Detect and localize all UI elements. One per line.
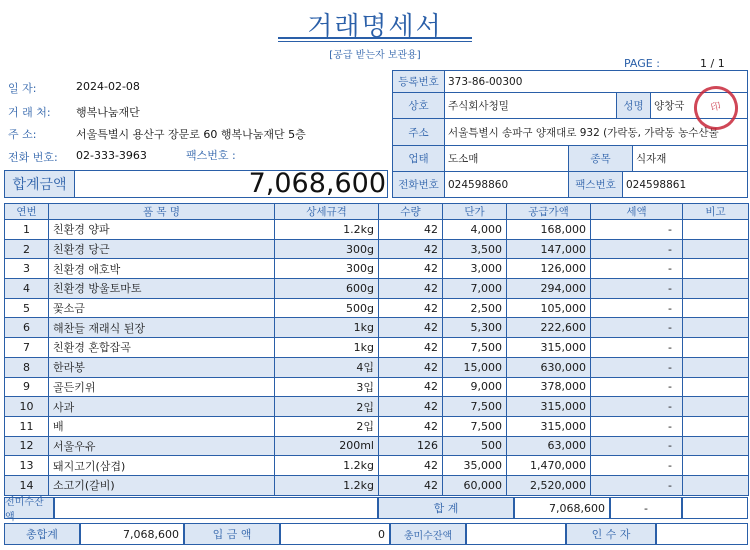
col-item-name-cell: 배 — [49, 416, 275, 436]
col-seq-cell: 12 — [5, 436, 49, 456]
table-row — [5, 397, 749, 417]
col-spec-cell: 2입 — [275, 397, 379, 417]
col-qty-cell: 42 — [379, 220, 443, 240]
col-supply-amount-cell: 315,000 — [507, 397, 591, 417]
col-qty-cell: 42 — [379, 259, 443, 279]
col-supply-amount-cell: 630,000 — [507, 357, 591, 377]
col-supply-amount-cell: 315,000 — [507, 416, 591, 436]
col-note-cell — [683, 397, 749, 417]
col-note-cell — [683, 357, 749, 377]
col-item-name-cell: 해찬들 재래식 된장 — [49, 318, 275, 338]
table-row — [5, 259, 749, 279]
total-balance-label: 총미수잔액 — [390, 523, 466, 545]
col-note-cell — [683, 239, 749, 259]
col-note-cell — [683, 456, 749, 476]
col-qty-header: 수량 — [379, 204, 443, 220]
table-row — [5, 338, 749, 358]
col-seq-cell: 13 — [5, 456, 49, 476]
col-seq-cell: 8 — [5, 357, 49, 377]
col-item-name-cell: 꽃소금 — [49, 298, 275, 318]
col-qty-cell: 126 — [379, 436, 443, 456]
col-item-name-cell: 친환경 혼합잡곡 — [49, 338, 275, 358]
col-unit-price-cell: 4,000 — [443, 220, 507, 240]
total-amount-value: 7,068,600 — [248, 168, 386, 199]
col-unit-price-cell: 3,000 — [443, 259, 507, 279]
col-qty-cell: 42 — [379, 397, 443, 417]
col-supply-amount-cell: 315,000 — [507, 338, 591, 358]
supplier-rep: 양창국 — [651, 93, 748, 119]
col-qty-cell: 42 — [379, 357, 443, 377]
supplier-type-label: 종목 — [569, 146, 633, 172]
sum-value: 7,068,600 — [514, 497, 610, 519]
date-value: 2024-02-08 — [76, 80, 140, 93]
supplier-reg-label: 등록번호 — [393, 71, 445, 93]
col-spec-cell: 2입 — [275, 416, 379, 436]
total-balance-value — [466, 523, 566, 545]
col-supply-amount-header: 공급가액 — [507, 204, 591, 220]
receiver-label: 인 수 자 — [566, 523, 656, 545]
col-unit-price-cell: 3,500 — [443, 239, 507, 259]
col-unit-price-cell: 7,500 — [443, 338, 507, 358]
col-unit-price-cell: 7,000 — [443, 279, 507, 299]
col-tax-cell: - — [591, 279, 683, 299]
col-qty-cell: 42 — [379, 456, 443, 476]
col-unit-price-cell: 7,500 — [443, 416, 507, 436]
col-note-cell — [683, 475, 749, 495]
col-item-name-cell: 친환경 애호박 — [49, 259, 275, 279]
col-tax-cell: - — [591, 220, 683, 240]
supplier-type: 식자재 — [633, 146, 748, 172]
col-qty-cell: 42 — [379, 298, 443, 318]
col-supply-amount-cell: 222,600 — [507, 318, 591, 338]
col-item-name-cell: 한라봉 — [49, 357, 275, 377]
col-unit-price-cell: 500 — [443, 436, 507, 456]
table-row — [5, 416, 749, 436]
supplier-phone: 024598860 — [445, 172, 569, 197]
col-supply-amount-cell: 63,000 — [507, 436, 591, 456]
prev-balance-value — [54, 497, 378, 519]
col-spec-cell: 1.2kg — [275, 456, 379, 476]
col-seq-cell: 1 — [5, 220, 49, 240]
table-row — [5, 220, 749, 240]
supplier-biz-label: 업태 — [393, 146, 445, 172]
supplier-name: 주식회사청밀 — [445, 93, 617, 119]
col-unit-price-header: 단가 — [443, 204, 507, 220]
col-note-cell — [683, 338, 749, 358]
phone-value: 02-333-3963 — [76, 149, 147, 162]
address-label: 주 소: — [8, 128, 37, 141]
col-spec-header: 상세규격 — [275, 204, 379, 220]
table-row — [5, 298, 749, 318]
col-qty-cell: 42 — [379, 239, 443, 259]
supplier-rep-label: 성명 — [617, 93, 651, 119]
table-row — [5, 436, 749, 456]
col-qty-cell: 42 — [379, 377, 443, 397]
col-spec-cell: 300g — [275, 259, 379, 279]
supplier-address: 서울특별시 송파구 양재대로 932 (가락동, 가락동 농수산물 — [445, 119, 748, 146]
col-unit-price-cell: 60,000 — [443, 475, 507, 495]
col-note-cell — [683, 279, 749, 299]
col-supply-amount-cell: 105,000 — [507, 298, 591, 318]
col-supply-amount-cell: 294,000 — [507, 279, 591, 299]
col-seq-cell: 3 — [5, 259, 49, 279]
table-row — [5, 239, 749, 259]
col-seq-cell: 5 — [5, 298, 49, 318]
title-underline — [278, 37, 472, 39]
supplier-biz: 도소매 — [445, 146, 569, 172]
col-qty-cell: 42 — [379, 279, 443, 299]
col-spec-cell: 200ml — [275, 436, 379, 456]
col-seq-cell: 9 — [5, 377, 49, 397]
col-spec-cell: 3입 — [275, 377, 379, 397]
col-tax-cell: - — [591, 436, 683, 456]
supplier-address-label: 주소 — [393, 119, 445, 146]
col-unit-price-cell: 7,500 — [443, 397, 507, 417]
col-tax-cell: - — [591, 475, 683, 495]
col-tax-cell: - — [591, 318, 683, 338]
col-item-name-cell: 서울우유 — [49, 436, 275, 456]
col-seq-header: 연번 — [5, 204, 49, 220]
table-row — [5, 377, 749, 397]
col-spec-cell: 1kg — [275, 338, 379, 358]
table-row — [5, 357, 749, 377]
col-supply-amount-cell: 126,000 — [507, 259, 591, 279]
address-value: 서울특별시 용산구 장문로 60 행복나눔재단 5층 — [76, 128, 306, 141]
col-item-name-header: 품 목 명 — [49, 204, 275, 220]
col-tax-cell: - — [591, 357, 683, 377]
client-value: 행복나눔재단 — [76, 106, 140, 119]
document-subtitle: [공급 받는자 보관용] — [329, 50, 421, 61]
col-unit-price-cell: 35,000 — [443, 456, 507, 476]
receiver-value — [656, 523, 748, 545]
col-item-name-cell: 사과 — [49, 397, 275, 417]
col-spec-cell: 500g — [275, 298, 379, 318]
prev-balance-label: 전미수잔액 — [4, 497, 54, 519]
client-label: 거 래 처: — [8, 106, 51, 119]
col-supply-amount-cell: 147,000 — [507, 239, 591, 259]
col-spec-cell: 1.2kg — [275, 220, 379, 240]
col-tax-cell: - — [591, 338, 683, 358]
col-unit-price-cell: 5,300 — [443, 318, 507, 338]
col-note-cell — [683, 298, 749, 318]
grand-total-label: 총합계 — [4, 523, 80, 545]
col-qty-cell: 42 — [379, 338, 443, 358]
col-item-name-cell: 골든키위 — [49, 377, 275, 397]
sum-note — [682, 497, 748, 519]
col-seq-cell: 7 — [5, 338, 49, 358]
title-underline-thin — [278, 41, 472, 42]
col-seq-cell: 10 — [5, 397, 49, 417]
phone-label: 전화 번호: — [8, 151, 58, 164]
col-spec-cell: 1.2kg — [275, 475, 379, 495]
col-spec-cell: 300g — [275, 239, 379, 259]
col-supply-amount-cell: 378,000 — [507, 377, 591, 397]
col-note-cell — [683, 220, 749, 240]
col-seq-cell: 6 — [5, 318, 49, 338]
supplier-reg-no: 373-86-00300 — [445, 71, 748, 93]
deposit-value: 0 — [280, 523, 390, 545]
page-number: 1 / 1 — [700, 57, 725, 70]
col-note-cell — [683, 416, 749, 436]
col-item-name-cell: 친환경 양파 — [49, 220, 275, 240]
col-seq-cell: 4 — [5, 279, 49, 299]
supplier-name-label: 상호 — [393, 93, 445, 119]
table-row — [5, 456, 749, 476]
col-unit-price-cell: 2,500 — [443, 298, 507, 318]
items-table — [4, 203, 749, 496]
col-item-name-cell: 친환경 당근 — [49, 239, 275, 259]
col-qty-cell: 42 — [379, 318, 443, 338]
col-unit-price-cell: 15,000 — [443, 357, 507, 377]
col-note-cell — [683, 259, 749, 279]
col-note-header: 비고 — [683, 204, 749, 220]
col-unit-price-cell: 9,000 — [443, 377, 507, 397]
col-tax-cell: - — [591, 456, 683, 476]
supplier-fax-label: 팩스번호 — [569, 172, 623, 197]
col-item-name-cell: 친환경 방울토마토 — [49, 279, 275, 299]
col-supply-amount-cell: 168,000 — [507, 220, 591, 240]
company-seal-stamp: 印 — [690, 82, 742, 134]
col-seq-cell: 14 — [5, 475, 49, 495]
fax-label: 팩스번호 : — [186, 149, 236, 162]
col-supply-amount-cell: 2,520,000 — [507, 475, 591, 495]
table-header-row — [5, 204, 749, 220]
deposit-label: 입 금 액 — [184, 523, 280, 545]
sum-tax-value: - — [610, 497, 682, 519]
date-label: 일 자: — [8, 82, 37, 95]
col-qty-cell: 42 — [379, 475, 443, 495]
col-tax-cell: - — [591, 259, 683, 279]
col-item-name-cell: 소고기(갈비) — [49, 475, 275, 495]
supplier-phone-label: 전화번호 — [393, 172, 445, 197]
table-row — [5, 318, 749, 338]
col-spec-cell: 4입 — [275, 357, 379, 377]
supplier-box — [392, 70, 748, 198]
total-amount-label: 합계금액 — [5, 171, 75, 197]
col-tax-cell: - — [591, 377, 683, 397]
page-label: PAGE : — [624, 57, 660, 70]
col-seq-cell: 11 — [5, 416, 49, 436]
col-note-cell — [683, 318, 749, 338]
col-qty-cell: 42 — [379, 416, 443, 436]
col-seq-cell: 2 — [5, 239, 49, 259]
col-item-name-cell: 돼지고기(삼겹) — [49, 456, 275, 476]
sum-label: 합 계 — [378, 497, 514, 519]
col-tax-cell: - — [591, 416, 683, 436]
col-spec-cell: 1kg — [275, 318, 379, 338]
grand-total-value: 7,068,600 — [80, 523, 184, 545]
col-note-cell — [683, 377, 749, 397]
supplier-fax: 024598861 — [626, 178, 687, 191]
col-tax-header: 세액 — [591, 204, 683, 220]
table-row — [5, 475, 749, 495]
col-spec-cell: 600g — [275, 279, 379, 299]
col-tax-cell: - — [591, 298, 683, 318]
col-note-cell — [683, 436, 749, 456]
document-title: 거래명세서 — [307, 12, 443, 42]
table-row — [5, 279, 749, 299]
col-tax-cell: - — [591, 397, 683, 417]
col-tax-cell: - — [591, 239, 683, 259]
col-supply-amount-cell: 1,470,000 — [507, 456, 591, 476]
